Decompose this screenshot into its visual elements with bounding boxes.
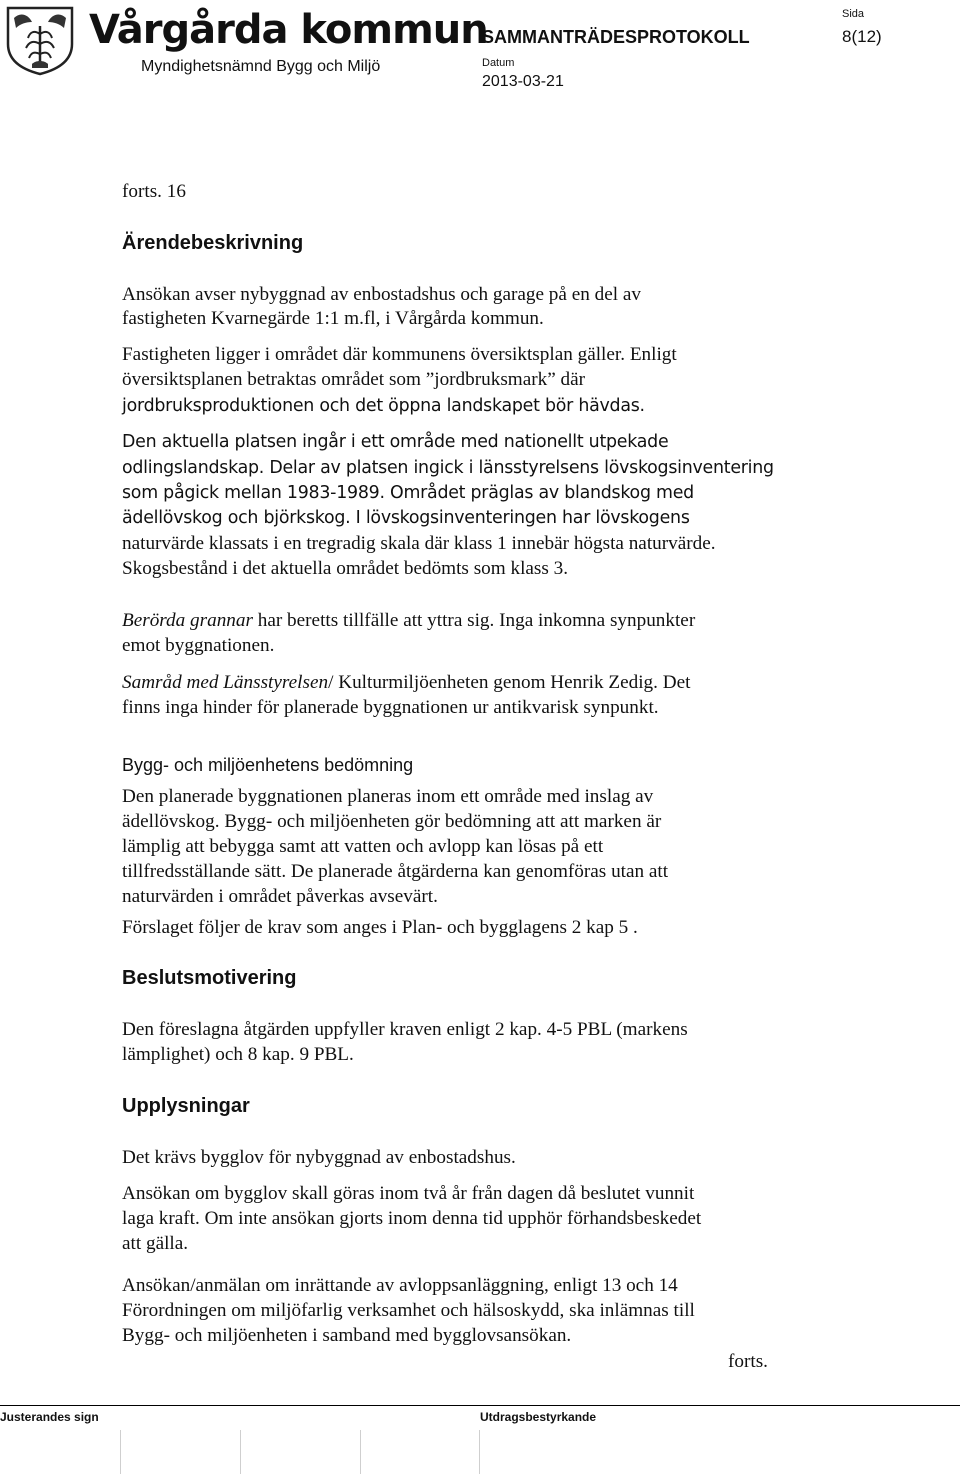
heading-beslutsmotivering: Beslutsmotivering	[122, 967, 297, 989]
paragraph-line: som pågick mellan 1983-1989. Området präglas av blandskog med	[122, 483, 694, 503]
paragraph-line: ädellövskog. Bygg- och miljöenheten gör bedömning att att marken är	[122, 811, 662, 832]
page-number: 8(12)	[842, 27, 882, 46]
continued-from-paragraph: forts. 16	[122, 181, 186, 202]
paragraph-line: Förordningen om miljöfarlig verksamhet och hälsoskydd, ska inlämnas till	[122, 1300, 695, 1321]
signature-box-divider	[120, 1430, 121, 1474]
paragraph-text: har beretts tillfälle att yttra sig. Inga inkomna synpunkter	[252, 610, 696, 631]
paragraph-line: Den planerade byggnationen planeras inom ett område med inslag av	[122, 786, 654, 807]
paragraph-line: Den aktuella platsen ingår i ett område med nationellt utpekade	[122, 432, 669, 452]
paragraph-line: jordbruksproduktionen och det öppna landskapet bör hävdas.	[122, 396, 645, 416]
paragraph-line: emot byggnationen.	[122, 635, 275, 656]
heading-arendebeskrivning: Ärendebeskrivning	[122, 232, 304, 254]
committee-name: Myndighetsnämnd Bygg och Miljö	[141, 58, 381, 75]
paragraph-line: odlingslandskap. Delar av platsen ingick i länsstyrelsens lövskogsinventering	[122, 458, 774, 478]
italic-term: Samråd med Länsstyrelsen	[122, 672, 329, 693]
paragraph-line: naturvärden i området påverkas avsevärt.	[122, 886, 438, 907]
italic-term: Berörda grannar	[122, 610, 253, 631]
continues-next-page: forts.	[728, 1351, 768, 1372]
paragraph-line: fastigheten Kvarnegärde 1:1 m.fl, i Vårgårda kommun.	[122, 308, 544, 329]
date-value: 2013-03-21	[482, 73, 564, 90]
signature-box-divider	[479, 1430, 480, 1474]
paragraph-line: laga kraft. Om inte ansökan gjorts inom denna tid upphör förhandsbeskedet	[122, 1208, 702, 1229]
paragraph-line: Förslaget följer de krav som anges i Plan- och bygglagens 2 kap 5 .	[122, 917, 638, 938]
paragraph-line: Ansökan om bygglov skall göras inom två år från dagen då beslutet vunnit	[122, 1183, 695, 1204]
heading-bedomning: Bygg- och miljöenhetens bedömning	[122, 755, 414, 775]
signature-box-divider	[240, 1430, 241, 1474]
extract-label: Utdragsbestyrkande	[480, 1410, 597, 1424]
paragraph-line: Den föreslagna åtgärden uppfyller kraven enligt 2 kap. 4-5 PBL (markens	[122, 1019, 688, 1040]
paragraph-line: lämplighet) och 8 kap. 9 PBL.	[122, 1044, 354, 1065]
heading-upplysningar: Upplysningar	[122, 1095, 250, 1117]
paragraph-line	[122, 608, 695, 633]
municipality-name: Vårgårda kommun	[89, 7, 488, 53]
date-label: Datum	[482, 57, 515, 69]
footer-divider	[0, 1405, 960, 1406]
document-type: SAMMANTRÄDESPROTOKOLL	[482, 27, 750, 47]
paragraph-line: Fastigheten ligger i området där kommunens översiktsplan gäller. Enligt	[122, 344, 677, 365]
signature-box-divider	[360, 1430, 361, 1474]
paragraph-line: Bygg- och miljöenheten i samband med bygglovsansökan.	[122, 1325, 572, 1346]
paragraph-line: Ansökan/anmälan om inrättande av avloppsanläggning, enligt 13 och 14	[122, 1275, 678, 1296]
paragraph-text: / Kulturmiljöenheten genom Henrik Zedig. Det	[328, 672, 691, 693]
paragraph-line	[122, 670, 690, 695]
paragraph-line: finns inga hinder för planerade byggnationen ur antikvarisk synpunkt.	[122, 697, 659, 718]
paragraph-line: att gälla.	[122, 1233, 189, 1254]
paragraph-line: lämplig att bebygga samt att vatten och avlopp kan lösas på ett	[122, 836, 604, 857]
paragraph-line: Det krävs bygglov för nybyggnad av enbostadshus.	[122, 1147, 516, 1168]
coat-of-arms-logo	[4, 4, 76, 76]
paragraph-line: naturvärde klassats i en tregradig skala där klass 1 innebär högsta naturvärde.	[122, 533, 716, 554]
paragraph-line: översiktsplanen betraktas området som ”jordbruksmark” där	[122, 369, 586, 390]
paragraph-line: Ansökan avser nybyggnad av enbostadshus och garage på en del av	[122, 284, 641, 305]
paragraph-line: tillfredsställande sätt. De planerade åtgärderna kan genomföras utan att	[122, 861, 669, 882]
page-label: Sida	[842, 8, 865, 20]
signer-label: Justerandes sign	[0, 1410, 99, 1424]
paragraph-line: ädellövskog och björkskog. I lövskogsinventeringen har lövskogens	[122, 508, 690, 528]
paragraph-line: Skogsbestånd i det aktuella området bedömts som klass 3.	[122, 558, 569, 579]
